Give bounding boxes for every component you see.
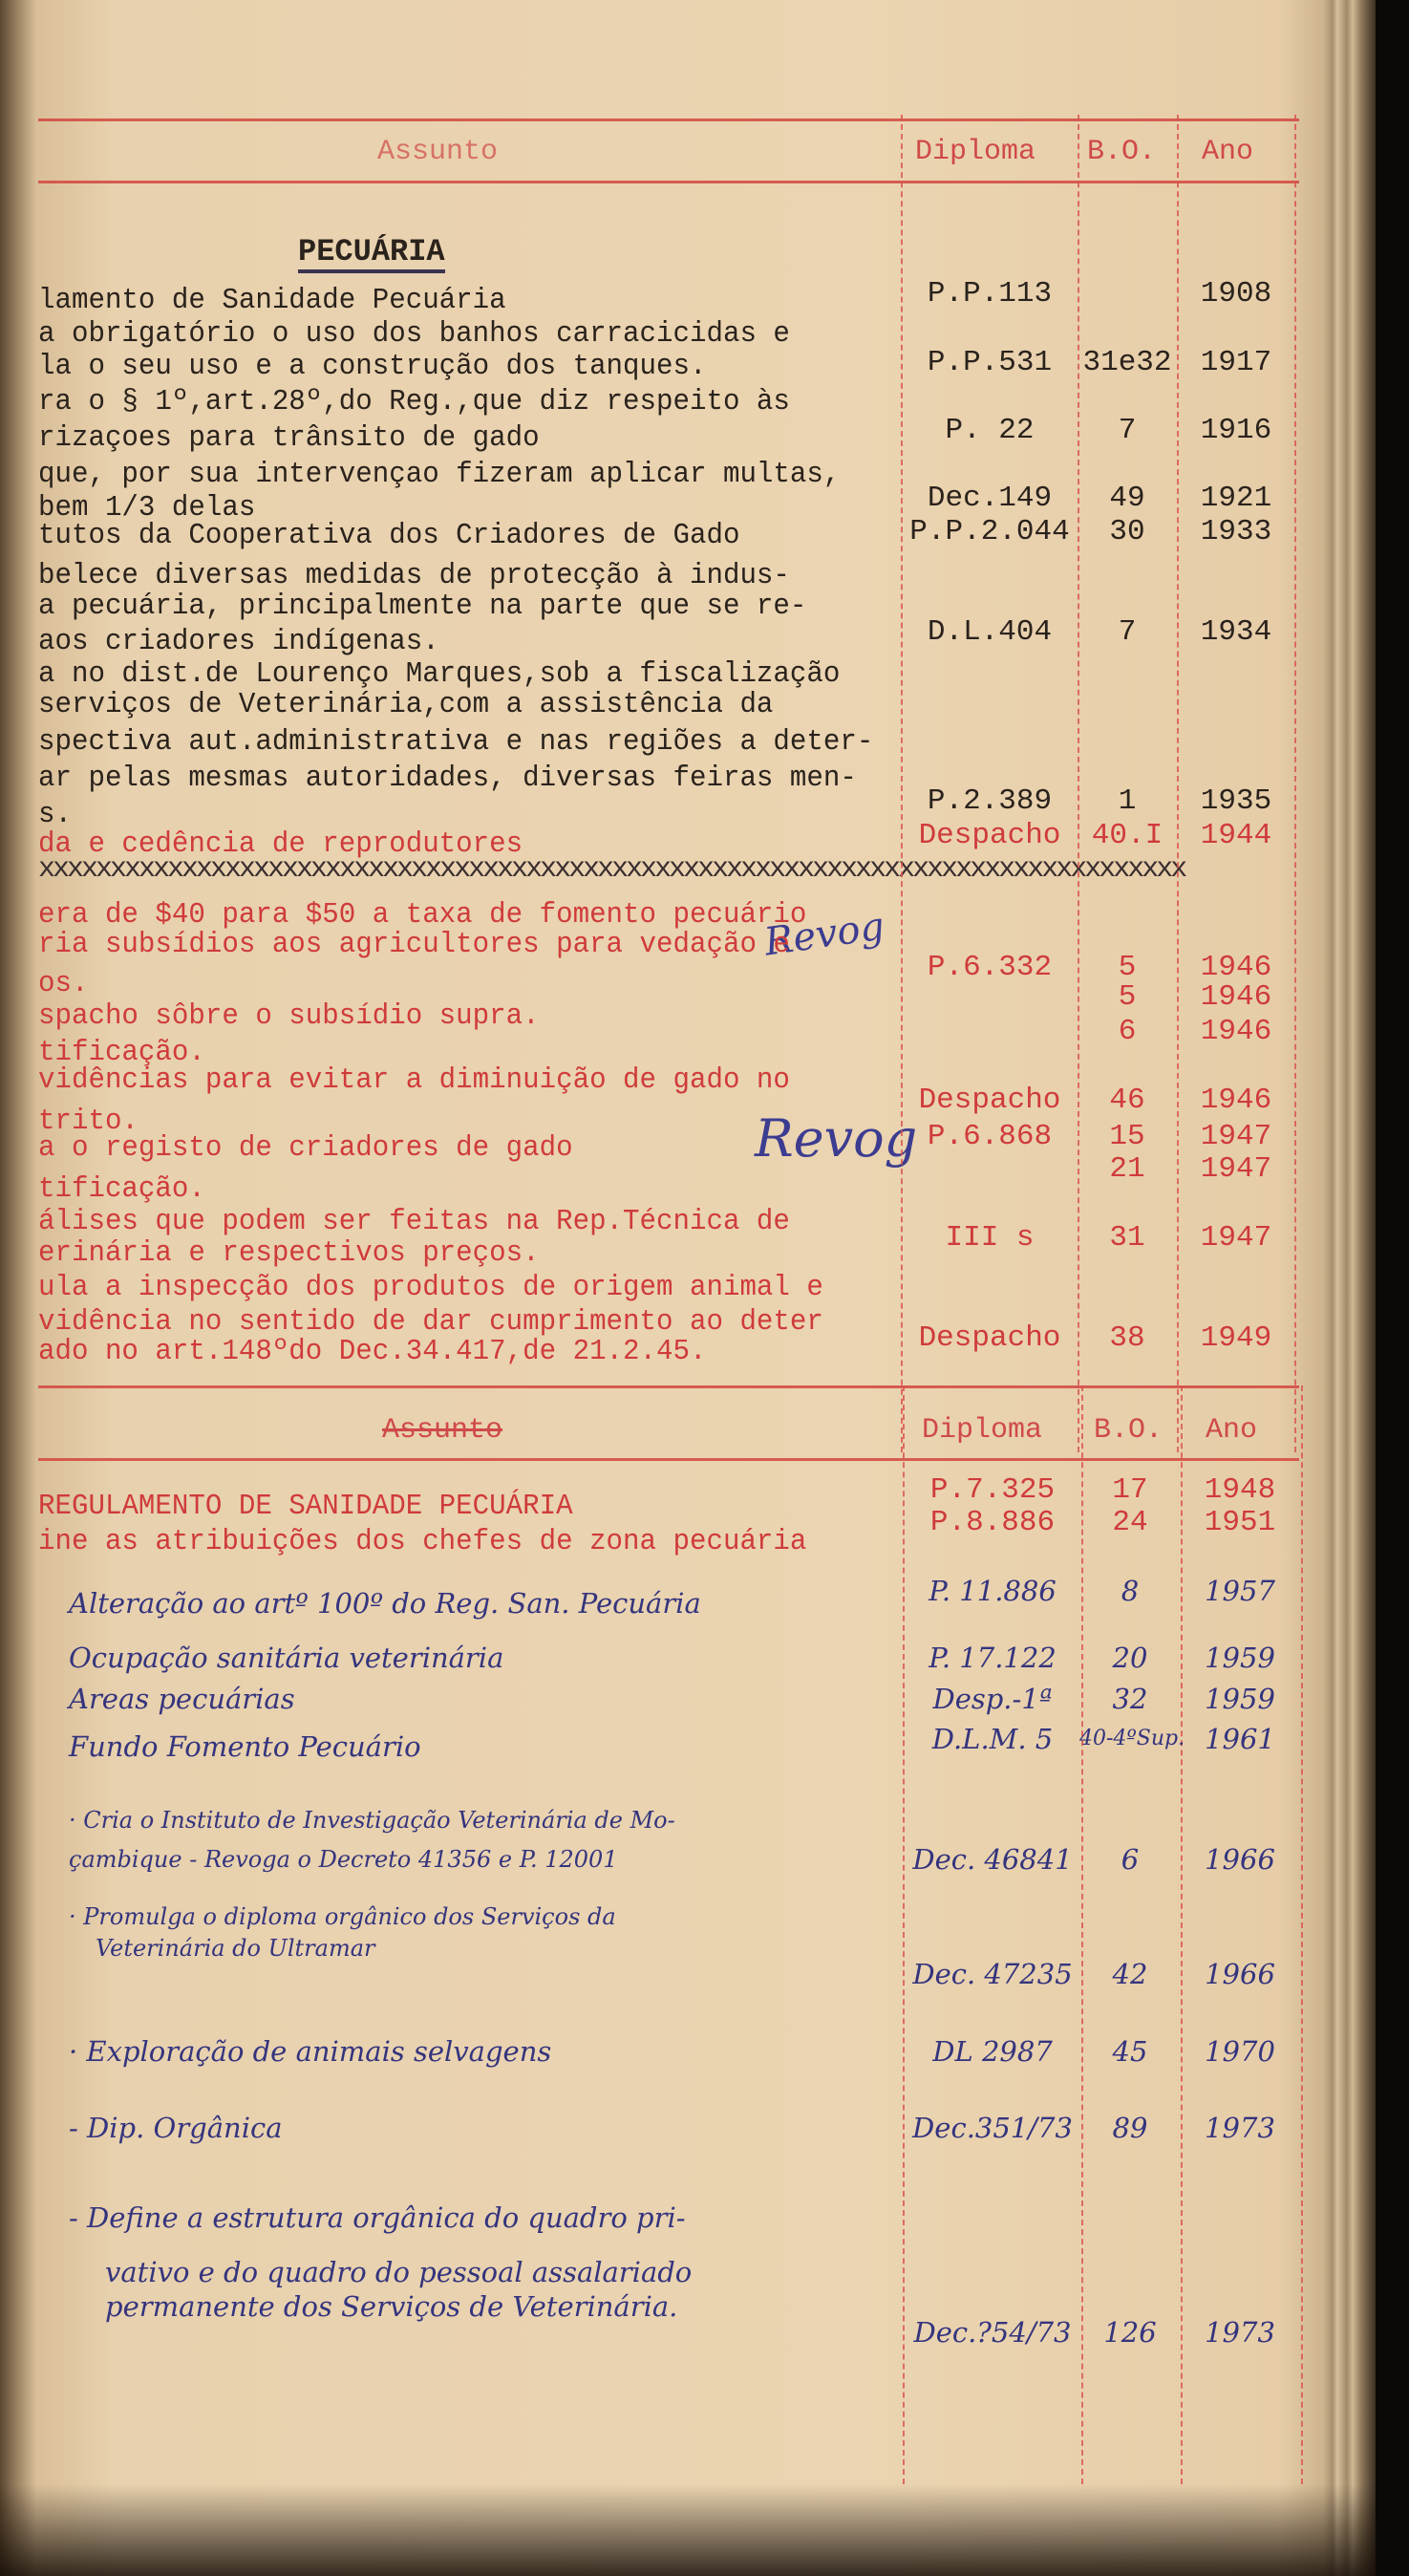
subject-line: vativo e do quadro do pessoal assalariado — [105, 2256, 693, 2288]
ano-cell: 1933 — [1200, 515, 1272, 548]
subject-line: da e cedência de reprodutores — [38, 827, 523, 861]
bo-cell: 40.I — [1091, 819, 1163, 852]
ano-cell: 1921 — [1200, 482, 1272, 515]
bo-cell: 89 — [1112, 2112, 1148, 2144]
diploma-cell: P.8.886 — [929, 1506, 1056, 1539]
diploma-cell: Despacho — [918, 819, 1061, 852]
ano-cell: 1946 — [1200, 980, 1272, 1014]
header-top-rule — [38, 1385, 1299, 1388]
subject-line: rizaçoes para trânsito de gado — [38, 421, 540, 455]
bo-cell: 42 — [1112, 1958, 1148, 1990]
column-header-bo: B.O. — [1094, 1414, 1163, 1447]
ano-cell: 1908 — [1200, 277, 1272, 311]
diploma-cell: III s — [945, 1221, 1035, 1255]
bo-cell: 45 — [1112, 2035, 1148, 2068]
page-shadow — [0, 2484, 1376, 2576]
bo-cell: 126 — [1103, 2316, 1157, 2349]
column-header-assunto: Assunto — [382, 1414, 503, 1447]
subject-line: vidência no sentido de dar cumprimento ao deter — [38, 1305, 823, 1339]
bo-cell: 5 — [1118, 980, 1137, 1014]
diploma-cell: Dec.351/73 — [912, 2112, 1073, 2144]
diploma-cell: P.P.113 — [927, 277, 1053, 311]
ano-cell: 1934 — [1200, 615, 1272, 649]
diploma-cell: DL 2987 — [932, 2035, 1053, 2068]
ano-cell: 1916 — [1200, 414, 1272, 447]
column-rule — [1294, 115, 1296, 1452]
subject-line: ado no art.148ºdo Dec.34.417,de 21.2.45. — [38, 1335, 707, 1368]
bo-cell: 24 — [1112, 1506, 1148, 1539]
subject-line: - Dip. Orgânica — [69, 2112, 283, 2144]
diploma-cell: P.6.868 — [927, 1120, 1053, 1153]
bo-cell: 31e32 — [1082, 346, 1172, 379]
bo-cell: 49 — [1109, 482, 1145, 515]
subject-line: lamento de Sanidade Pecuária — [38, 284, 506, 317]
ano-cell: 1966 — [1205, 1958, 1275, 1990]
ano-cell: 1961 — [1205, 1723, 1275, 1755]
bo-cell: 6 — [1121, 1843, 1140, 1876]
bo-cell: 40-4ºSup. — [1079, 1727, 1185, 1750]
subject-line: a no dist.de Lourenço Marques,sob a fiscalização — [38, 657, 841, 691]
subject-line: era de $40 para $50 a taxa de fomento pecuário — [38, 898, 807, 932]
subject-line: Alteração ao artº 100º do Reg. San. Pecuária — [69, 1587, 701, 1620]
subject-line: bem 1/3 delas — [38, 491, 256, 525]
bo-cell: 7 — [1118, 414, 1137, 447]
subject-line: erinária e respectivos preços. — [38, 1236, 540, 1270]
ano-cell: 1957 — [1205, 1575, 1275, 1607]
subject-line: tificação. — [38, 1036, 205, 1069]
diploma-cell: P.6.332 — [927, 951, 1053, 984]
subject-line: REGULAMENTO DE SANIDADE PECUÁRIA — [38, 1490, 573, 1523]
subject-line: ine as atribuições dos chefes de zona pecuária — [38, 1525, 807, 1558]
subject-line: · Exploração de animais selvagens — [69, 2035, 552, 2068]
subject-line: belece diversas medidas de protecção à indus- — [38, 559, 790, 592]
subject-line: permanente dos Serviços de Veterinária. — [105, 2290, 678, 2323]
subject-line: ar pelas mesmas autoridades, diversas feiras men- — [38, 762, 857, 795]
bo-cell: 1 — [1118, 784, 1137, 818]
ano-cell: 1959 — [1205, 1642, 1275, 1674]
subject-line: çambique - Revoga o Decreto 41356 e P. 12001 — [69, 1846, 618, 1873]
ano-cell: 1947 — [1200, 1221, 1272, 1255]
bo-cell: 5 — [1118, 951, 1137, 984]
subject-line: Fundo Fomento Pecuário — [69, 1730, 421, 1763]
handwritten-annotation: Revog — [761, 904, 887, 965]
section-title: PECUÁRIA — [298, 235, 445, 273]
diploma-cell: Dec.149 — [927, 482, 1053, 515]
subject-line: aos criadores indígenas. — [38, 625, 439, 658]
bo-cell: 32 — [1112, 1683, 1148, 1715]
column-header-bo: B.O. — [1087, 136, 1157, 168]
diploma-cell: P. 22 — [945, 414, 1035, 447]
subject-line: Areas pecuárias — [69, 1683, 295, 1715]
subject-line: tificação. — [38, 1172, 205, 1206]
handwritten-annotation: Revog — [755, 1108, 918, 1169]
header-bottom-rule — [38, 1458, 1299, 1461]
subject-line: os. — [38, 967, 89, 1000]
subject-line: la o seu uso e a construção dos tanques. — [38, 350, 707, 383]
bo-cell: 15 — [1109, 1120, 1145, 1153]
ano-cell: 1935 — [1200, 784, 1272, 818]
subject-line: a o registo de criadores de gado — [38, 1131, 573, 1165]
column-rule — [1301, 1385, 1303, 2484]
diploma-cell: D.L.M. 5 — [931, 1723, 1054, 1755]
diploma-cell: Desp.-1ª — [932, 1683, 1053, 1715]
ano-cell: 1917 — [1200, 346, 1272, 379]
column-header-diploma: Diploma — [922, 1414, 1043, 1447]
diploma-cell: P. 11.886 — [929, 1575, 1057, 1607]
ano-cell: 1959 — [1205, 1683, 1275, 1715]
diploma-cell: Despacho — [918, 1321, 1061, 1355]
ano-cell: 1946 — [1200, 1084, 1272, 1117]
subject-line: álises que podem ser feitas na Rep.Técnica de — [38, 1205, 790, 1238]
column-header-assunto: Assunto — [377, 136, 499, 168]
column-header-diploma: Diploma — [915, 136, 1036, 168]
column-header-ano: Ano — [1206, 1414, 1258, 1447]
ano-cell: 1946 — [1200, 1015, 1272, 1048]
subject-line: - Define a estrutura orgânica do quadro pri- — [69, 2201, 686, 2234]
bo-cell: 38 — [1109, 1321, 1145, 1355]
ano-cell: 1948 — [1204, 1473, 1276, 1507]
ano-cell: 1951 — [1204, 1506, 1276, 1539]
subject-line: vidências para evitar a diminuição de gado no — [38, 1063, 790, 1097]
subject-line: que, por sua intervençao fizeram aplicar multas, — [38, 458, 841, 491]
bo-cell: 17 — [1112, 1473, 1148, 1507]
bo-cell: 31 — [1109, 1221, 1145, 1255]
bo-cell: 6 — [1118, 1015, 1137, 1048]
diploma-cell: Dec. 47235 — [912, 1958, 1073, 1990]
diploma-cell: Despacho — [918, 1084, 1061, 1117]
crossed-out-line: xxxxxxxxxxxxxxxxxxxxxxxxxxxxxxxxxxxxxxxxxxxxxxxxxxxxxxxxxxxxxxxxxxxxxxxxxxxxxxxx — [38, 853, 1185, 886]
ano-cell: 1973 — [1205, 2316, 1275, 2349]
column-rule — [901, 115, 903, 1452]
ano-cell: 1946 — [1200, 951, 1272, 984]
subject-line: ra o § 1º,art.28º,do Reg.,que diz respeito às — [38, 385, 790, 419]
bo-cell: 7 — [1118, 615, 1137, 649]
subject-line: · Promulga o diploma orgânico dos Serviços da — [69, 1903, 616, 1930]
ano-cell: 1973 — [1205, 2112, 1275, 2144]
subject-line: tutos da Cooperativa dos Criadores de Gado — [38, 519, 740, 552]
diploma-cell: D.L.404 — [927, 615, 1053, 649]
subject-line: serviços de Veterinária,com a assistência da — [38, 688, 774, 721]
header-bottom-rule — [38, 181, 1299, 183]
ano-cell: 1944 — [1200, 819, 1272, 852]
subject-line: a pecuária, principalmente na parte que se re- — [38, 590, 807, 623]
diploma-cell: P.P.531 — [927, 346, 1053, 379]
diploma-cell: Dec. 46841 — [912, 1843, 1073, 1876]
subject-line: spectiva aut.administrativa e nas regiões a deter- — [38, 725, 874, 759]
diploma-cell: P. 17.122 — [929, 1642, 1057, 1674]
subject-line: Veterinária do Ultramar — [96, 1935, 375, 1962]
diploma-cell: P.2.389 — [927, 784, 1053, 818]
ano-cell: 1966 — [1205, 1843, 1275, 1876]
subject-line: a obrigatório o uso dos banhos carracicidas e — [38, 317, 790, 351]
ano-cell: 1949 — [1200, 1321, 1272, 1355]
bo-cell: 21 — [1109, 1152, 1145, 1186]
diploma-cell: P.P.2.044 — [909, 515, 1070, 548]
column-header-ano: Ano — [1202, 136, 1254, 168]
bo-cell: 30 — [1109, 515, 1145, 548]
subject-line: ria subsídios aos agricultores para vedação e — [38, 928, 790, 961]
subject-line: Ocupação sanitária veterinária — [69, 1642, 504, 1674]
subject-line: · Cria o Instituto de Investigação Veterinária de Mo- — [69, 1807, 675, 1834]
header-top-rule — [38, 118, 1299, 121]
bo-cell: 46 — [1109, 1084, 1145, 1117]
ano-cell: 1970 — [1205, 2035, 1275, 2068]
subject-line: trito. — [38, 1105, 139, 1138]
subject-line: ula a inspecção dos produtos de origem animal e — [38, 1271, 823, 1304]
subject-line: spacho sôbre o subsídio supra. — [38, 999, 540, 1033]
bo-cell: 8 — [1121, 1575, 1140, 1607]
ano-cell: 1947 — [1200, 1120, 1272, 1153]
diploma-cell: P.7.325 — [929, 1473, 1056, 1507]
subject-line: s. — [38, 798, 72, 831]
bo-cell: 20 — [1112, 1642, 1148, 1674]
diploma-cell: Dec.?54/73 — [913, 2316, 1072, 2349]
ano-cell: 1947 — [1200, 1152, 1272, 1186]
